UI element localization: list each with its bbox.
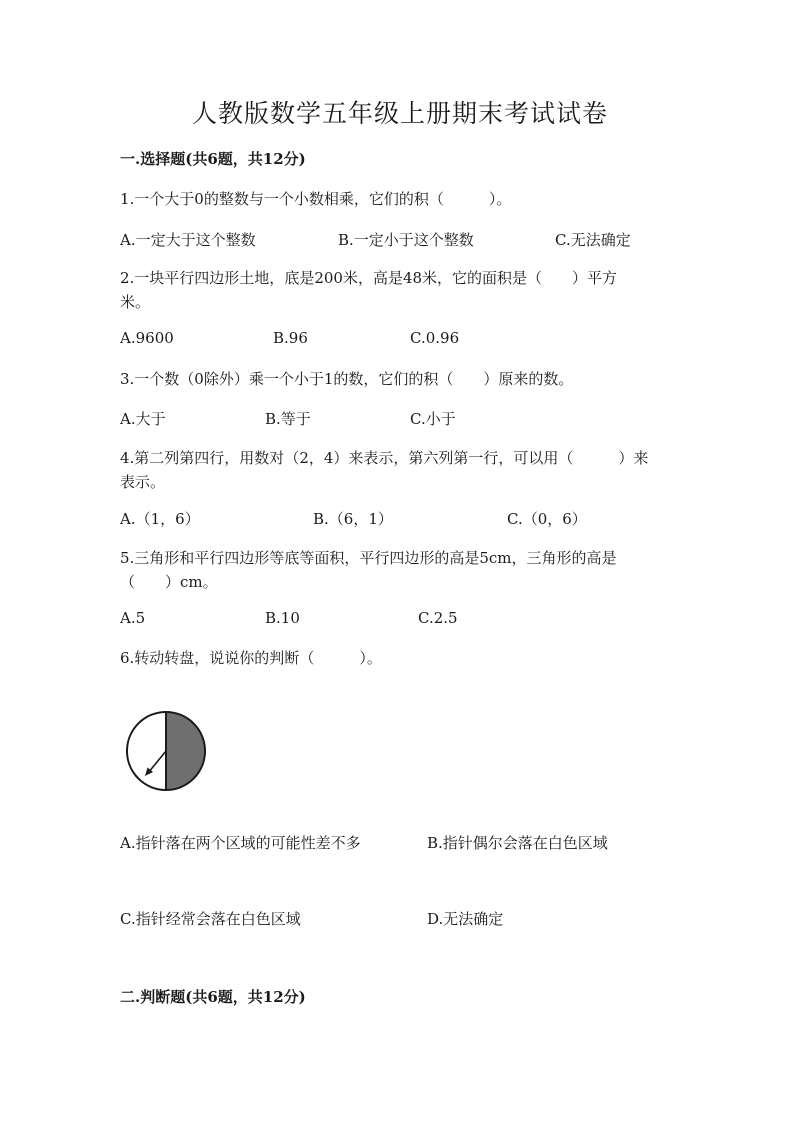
question-3-option-b[interactable]: B.等于 xyxy=(265,410,311,428)
question-6-option-d[interactable]: D.无法确定 xyxy=(427,910,504,928)
question-5-option-c[interactable]: C.2.5 xyxy=(418,609,458,627)
question-5-text-line1: 5.三角形和平行四边形等底等面积，平行四边形的高是5cm，三角形的高是 xyxy=(120,549,617,567)
question-6-text: 6.转动转盘，说说你的判断（ ）。 xyxy=(120,649,382,667)
question-3-option-c[interactable]: C.小于 xyxy=(410,410,456,428)
section-heading-choice: 一.选择题(共6题，共12分) xyxy=(120,150,306,168)
question-4-text-line1: 4.第二列第四行，用数对（2，4）来表示，第六列第一行，可以用（ ）来 xyxy=(120,449,649,467)
question-1-option-b[interactable]: B.一定小于这个整数 xyxy=(338,231,474,249)
question-3-option-a[interactable]: A.大于 xyxy=(120,410,166,428)
question-5-option-a[interactable]: A.5 xyxy=(120,609,146,627)
spinner-shaded-half xyxy=(166,712,205,790)
question-4-option-a[interactable]: A.（1，6） xyxy=(120,510,200,528)
question-2-text-line1: 2.一块平行四边形土地，底是200米，高是48米，它的面积是（ ）平方 xyxy=(120,269,618,287)
spinner-pointer xyxy=(148,751,166,773)
question-6-option-a[interactable]: A.指针落在两个区域的可能性差不多 xyxy=(120,834,361,852)
question-2-text-line2: 米。 xyxy=(120,293,151,311)
question-2-option-c[interactable]: C.0.96 xyxy=(410,329,460,347)
question-1-option-c[interactable]: C.无法确定 xyxy=(555,231,631,249)
question-5-text-line2: （ ）cm。 xyxy=(120,573,218,591)
question-5-option-b[interactable]: B.10 xyxy=(265,609,300,627)
question-4-option-c[interactable]: C.（0，6） xyxy=(507,510,587,528)
question-2-option-b[interactable]: B.96 xyxy=(273,329,308,347)
question-1-text: 1.一个大于0的整数与一个小数相乘，它们的积（ ）。 xyxy=(120,190,512,208)
question-6-option-b[interactable]: B.指针偶尔会落在白色区域 xyxy=(427,834,608,852)
question-4-option-b[interactable]: B.（6，1） xyxy=(313,510,393,528)
question-2-option-a[interactable]: A.9600 xyxy=(120,329,174,347)
question-6-option-c[interactable]: C.指针经常会落在白色区域 xyxy=(120,910,301,928)
spinner-wheel-figure xyxy=(124,709,208,793)
question-3-text: 3.一个数（0除外）乘一个小于1的数，它们的积（ ）原来的数。 xyxy=(120,370,574,388)
question-4-text-line2: 表示。 xyxy=(120,473,166,491)
page-title: 人教版数学五年级上册期末考试试卷 xyxy=(191,99,608,128)
question-1-option-a[interactable]: A.一定大于这个整数 xyxy=(120,231,256,249)
section-heading-judgment: 二.判断题(共6题，共12分) xyxy=(120,988,306,1006)
